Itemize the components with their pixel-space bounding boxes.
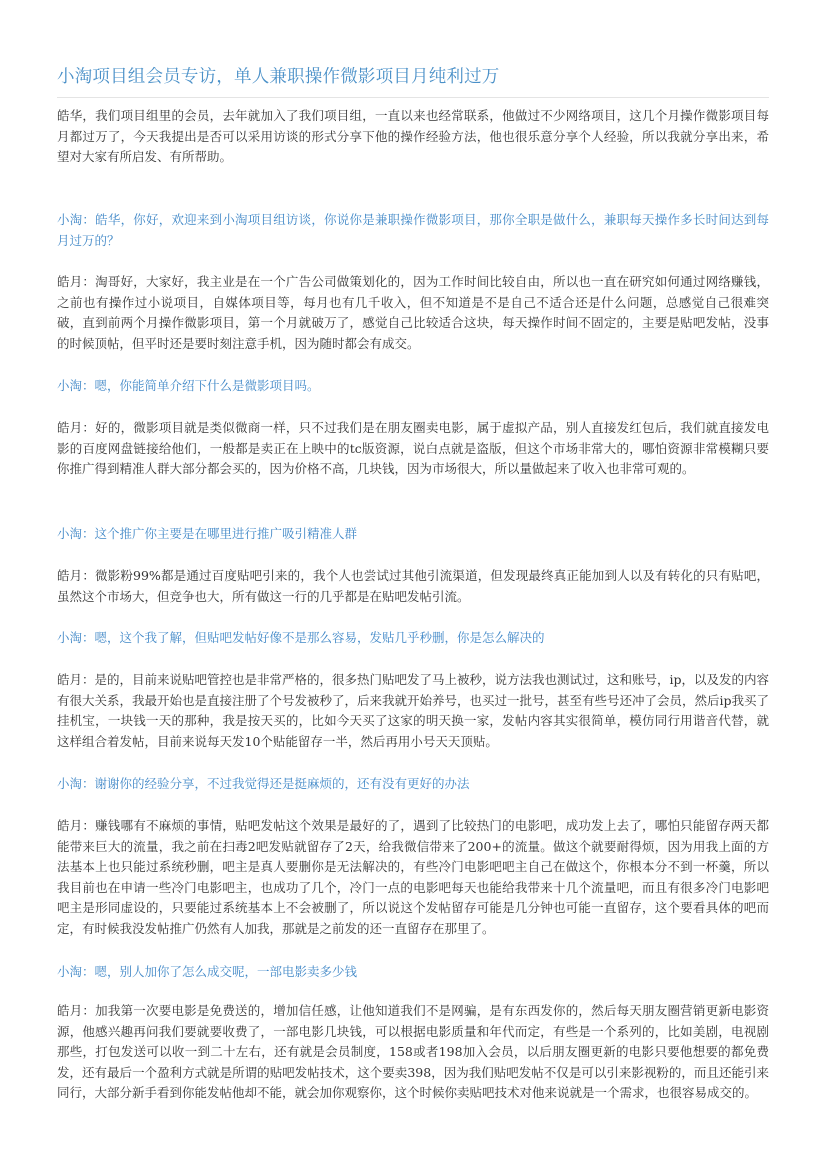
intro-paragraph: 皓华，我们项目组里的会员，去年就加入了我们项目组，一直以来也经常联系，他做过不少网络项目，这几个月操作微影项目每月都过万了，今天我提出是否可以采用访谈的形式分享下他的操作经验方法，他也很乐意分享个人经验，所以我就分享出来，希望对大家有所启发、有所帮助。 — [57, 108, 769, 164]
article — [57, 0, 770, 1100]
question-6: 小淘：嗯，别人加你了怎么成交呢，一部电影卖多少钱 — [57, 964, 358, 979]
answer-6: 皓月：加我第一次要电影是免费送的，增加信任感，让他知道我们不是网骗，是有东西发你的，然后每天朋友圈营销更新电影资源，他感兴趣再问我们要就要收费了，一部电影几块钱，可以根据电影质量和年代而定，有些是一个系列的，比如美剧，电视剧那些，打包发送可以收一到二十左右，还有就是会员制度，158或者198加入会员，以后朋友圈更新的电影只要他想要的都免费发，还有最后一个盈利方式就是所谓的贴吧发帖技术，这个要卖398，因为我们贴吧发帖不仅是可以引来影视粉的，而且还能引来同行，大部分新手看到你能发帖他却不能，就会加你观察你，这个时候你卖贴吧技术对他来说就是一个需求，也很容易成交的。 — [57, 1003, 769, 1100]
question-1: 小淘：皓华，你好，欢迎来到小淘项目组访谈，你说你是兼职操作微影项目，那你全职是做什么，兼职每天操作多长时间达到每月过万的？ — [57, 212, 769, 248]
question-5: 小淘：谢谢你的经验分享，不过我觉得还是挺麻烦的，还有没有更好的办法 — [57, 776, 470, 791]
page-title: 小淘项目组会员专访，单人兼职操作微影项目月纯利过万 — [57, 67, 500, 87]
answer-3: 皓月：微影粉99%都是通过百度贴吧引来的，我个人也尝试过其他引流渠道，但发现最终真正能加到人以及有转化的只有贴吧，虽然这个市场大，但竞争也大，所有做这一行的几乎都是在贴吧发帖引流。 — [57, 568, 769, 604]
answer-1: 皓月：淘哥好，大家好，我主业是在一个广告公司做策划化的，因为工作时间比较自由，所以也一直在研究如何通过网络赚钱，之前也有操作过小说项目，自媒体项目等，每月也有几千收入，但不知道是不是自己不适合还是什么问题，总感觉自己很难突破，直到前两个月操作微影项目，第一个月就破万了，感觉自己比较适合这块，每天操作时间不固定的，主要是贴吧发帖，没事的时候顶帖，但平时还是要时刻注意手机，因为随时都会有成交。 — [57, 274, 769, 351]
answer-2: 皓月：好的，微影项目就是类似微商一样，只不过我们是在朋友圈卖电影，属于虚拟产品，别人直接发红包后，我们就直接发电影的百度网盘链接给他们，一般都是卖正在上映中的tc版资源，说白点就是盗版，但这个市场非常大的，哪怕资源非常模糊只要你推广得到精准人群大部分都会买的，因为价格不高，几块钱，因为市场很大，所以量做起来了收入也非常可观的。 — [57, 420, 769, 476]
title-divider — [57, 97, 769, 98]
answer-4: 皓月：是的，目前来说贴吧管控也是非常严格的，很多热门贴吧发了马上被秒，说方法我也测试过，这和账号，ip，以及发的内容有很大关系，我最开始也是直接注册了个号发被秒了，后来我就开始养号，也买过一批号，甚至有些号还冲了会员，然后ip我买了挂机宝，一块钱一天的那种，我是按天买的，比如今天买了这家的明天换一家，发帖内容其实很简单，模仿同行用谐音代替，就这样组合着发帖，目前来说每天发10个贴能留存一半，然后再用小号天天顶贴。 — [57, 672, 770, 749]
answer-5: 皓月：赚钱哪有不麻烦的事情，贴吧发帖这个效果是最好的了，遇到了比较热门的电影吧，成功发上去了，哪怕只能留存两天都能带来巨大的流量，我之前在扫毒2吧发贴就留存了2天，给我微信带来了200+的流量。做这个就要耐得烦，因为用我上面的方法基本上也只能过系统秒删，吧主是真人要删你是无法解决的，有些冷门电影吧吧主自己在做这个，你根本分不到一杯羹，所以我目前也在申请一些冷门电影吧主，也成功了几个，冷门一点的电影吧每天也能给我带来十几个流量吧，而且有很多冷门电影吧吧主是形同虚设的，只要能过系统基本上不会被删了，所以说这个发帖留存可能是几分钟也可能一直留存，这个要看具体的吧而定，有时候我没发帖推广仍然有人加我，那就是之前发的还一直留存在那里了。 — [57, 818, 769, 936]
question-4: 小淘：嗯，这个我了解，但贴吧发帖好像不是那么容易，发贴几乎秒删，你是怎么解决的 — [57, 630, 545, 645]
question-2: 小淘：嗯，你能简单介绍下什么是微影项目吗。 — [57, 378, 320, 393]
question-3: 小淘：这个推广你主要是在哪里进行推广吸引精准人群 — [57, 526, 358, 541]
